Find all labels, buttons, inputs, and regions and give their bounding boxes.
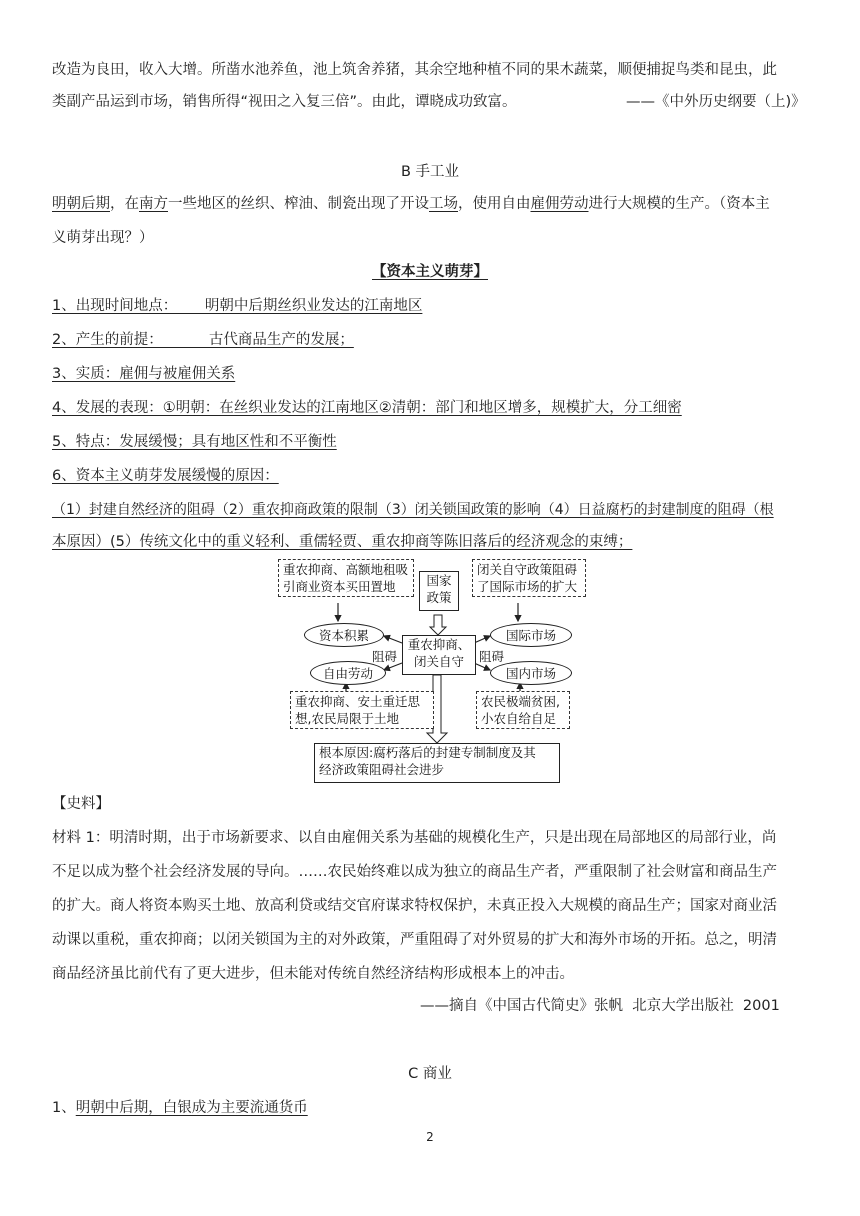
ellipse-intl-market: 国际市场 [490,623,572,647]
label-obstruct-right: 阻碍 [479,649,505,664]
diagram-text: 重农抑商、 [407,637,471,652]
list-item: 6、资本主义萌芽发展缓慢的原因： [52,468,279,484]
paragraph-line: 义萌芽出现？） [52,230,154,246]
paragraph-line: 类副产品运到市场，销售所得“视田之入复三倍”。由此，谭晓成功致富。 [52,94,517,110]
material-line: 不足以成为整个社会经济发展的导向。……农民始终难以成为独立的商品生产者，严重限制了社会财富和商品生产 [52,864,777,880]
causes-diagram [276,557,586,785]
material-heading: 【史料】 [52,796,110,812]
reasons-line: （1）封建自然经济的阻碍（2）重农抑商政策的限制（3）闭关锁国政策的影响（4）日益腐朽的封建制度的阻碍（根 [52,502,774,518]
diagram-text: 想,农民局限于土地 [295,711,399,726]
diagram-box-root-cause [314,743,560,783]
diagram-text: 小农自给自足 [481,711,557,726]
text-span: 进行大规模的生产。（资本主 [588,196,770,212]
paragraph-line [52,194,770,214]
diagram-box-land-purchase [278,559,414,597]
material-line: 的扩大。商人将资本购买土地、放高利贷或结交官府谋求特权保护，未真正投入大规模的商品生产；国家对商业活 [52,898,777,914]
underlined-term: 明朝后期 [52,196,110,212]
list-item: 5、特点：发展缓慢；具有地区性和不平衡性 [52,434,337,450]
item-number: 1、 [52,1100,76,1116]
underlined-term: 工场 [429,196,458,212]
underlined-term: 雇佣劳动 [530,196,589,212]
label-obstruct-left: 阻碍 [372,649,398,664]
diagram-text: 重农抑商、安土重迁思 [295,694,421,709]
ellipse-domestic-market: 国内市场 [490,661,572,685]
ellipse-free-labor: 自由劳动 [310,661,386,685]
material-source: ——摘自《中国古代简史》张帆 北京大学出版社 2001 [420,998,780,1014]
diagram-text: 农民极端贫困, [481,694,560,709]
diagram-text: 引商业资本买田置地 [283,579,396,594]
paragraph-line: 改造为良田，收入大增。所凿水池养鱼，池上筑舍养猪，其余空地种植不同的果木蔬菜，顺便捕捉鸟类和昆虫，此 [52,62,777,78]
diagram-text: 闭关自守政策阻碍 [477,562,578,577]
underlined-term: 南方 [139,196,168,212]
diagram-box-center-policy [402,635,476,675]
diagram-box-peasant-poverty [476,691,570,729]
section-heading: C 商业 [408,1066,452,1082]
diagram-box-agrarian-ideas [290,691,434,729]
list-item: 1、出现时间地点： 明朝中后期丝织业发达的江南地区 [52,298,423,314]
diagram-box-state-policy [419,571,459,611]
diagram-box-closed-door [472,559,586,597]
diagram-text: 了国际市场的扩大 [477,579,578,594]
box-title: 【资本主义萌芽】 [372,264,488,280]
diagram-text: 根本原因:腐朽落后的封建专制制度及其 [319,745,536,760]
diagram-text: 政策 [426,590,452,605]
text-span: 一些地区的丝织、榨油、制瓷出现了开设 [168,196,429,212]
material-line: 材料 1：明清时期，出于市场新要求、以自由雇佣关系为基础的规模化生产，只是出现在局部地区的局部行业，尚 [52,830,777,846]
material-line: 商品经济虽比前代有了更大进步，但未能对传统自然经济结构形成根本上的冲击。 [52,966,574,982]
text-span: ，在 [110,196,139,212]
list-item: 2、产生的前提： 古代商品生产的发展； [52,332,354,348]
diagram-text: 经济政策阻碍社会进步 [319,762,445,777]
ellipse-capital: 资本积累 [304,623,384,647]
diagram-text: 国家 [426,573,452,588]
diagram-text: 闭关自守 [413,654,464,669]
list-item: 3、实质：雇佣与被雇佣关系 [52,366,236,382]
item-text: 明朝中后期，白银成为主要流通货币 [75,1100,308,1116]
diagram-text: 重农抑商、高额地租吸 [283,562,409,577]
page-number: 2 [426,1130,434,1144]
list-item: 4、发展的表现：①明朝：在丝织业发达的江南地区②清朝：部门和地区增多，规模扩大，分工细密 [52,400,682,416]
section-heading: B 手工业 [400,164,460,180]
reasons-line: 本原因）(5）传统文化中的重义轻利、重儒轻贾、重农抑商等陈旧落后的经济观念的束缚； [52,534,633,550]
material-line: 动课以重税，重农抑商；以闭关锁国为主的对外政策，严重阻碍了对外贸易的扩大和海外市场的开拓。总之，明清 [52,932,777,948]
citation-source: ——《中外历史纲要（上)》 [626,94,806,110]
list-item [52,1098,308,1118]
text-span: ，使用自由 [458,196,531,212]
